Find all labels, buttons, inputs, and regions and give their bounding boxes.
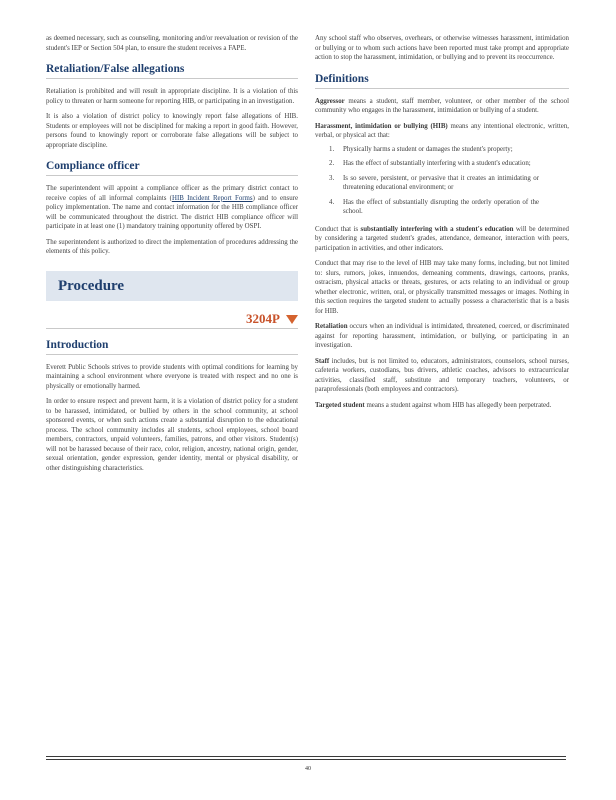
aggressor-term: Aggressor	[315, 97, 345, 105]
footer-rule-second	[46, 759, 566, 760]
right-column	[315, 34, 569, 416]
aggressor-text: means a student, staff member, volunteer, or other member of the school community who engages in the harassment, intimidation or bullying of a student.	[315, 97, 569, 114]
hib-incident-report-forms-link[interactable]: HIB Incident Report Forms	[171, 194, 253, 202]
introduction-paragraph-1: Everett Public Schools strives to provide students with optimal conditions for learning by maintaining a school environment where everyone is treated with respect and no one is physically or emotionally harmed.	[46, 363, 298, 390]
introduction-heading: Introduction	[46, 339, 298, 355]
policy-number: 3204P	[246, 310, 280, 326]
hib-term: Harassment, intimidation or bullying (HIB)	[315, 122, 448, 130]
retaliation-definition	[315, 322, 569, 351]
list-item	[329, 174, 569, 193]
targeted-student-definition	[315, 401, 569, 411]
compliance-paragraph-1	[46, 184, 298, 232]
list-number: 4.	[329, 198, 335, 206]
conduct-paragraph-2: Conduct that may rise to the level of HIB may take many forms, including, but not limited to: slurs, rumors, jokes, innuendos, demeaning comments, drawings, cartoons, pranks, ostracism, physical attacks or threats, gestures, or acts relating to an individual or group whether electronic, written, oral, or physically transmitted messages or images. Nothing in this section requires the targeted student to actually possess a characteristic that is a basis for HIB.	[315, 260, 569, 315]
list-text: Is so severe, persistent, or pervasive that it creates an intimidating or threatening educational environment; or	[343, 174, 539, 191]
staff-term: Staff	[315, 357, 330, 365]
conduct-paragraph-1	[315, 225, 569, 254]
retaliation-paragraph-1: Retaliation is prohibited and will result in appropriate discipline. It is a violation of this policy to threaten or harm someone for reporting HIB, or participating in an investigation.	[46, 88, 298, 105]
targeted-student-text: means a student against whom HIB has allegedly been perpetrated.	[364, 401, 552, 409]
procedure-title: Procedure	[58, 277, 125, 294]
staff-action-paragraph: Any school staff who observes, overhears, or otherwise witnesses harassment, intimidation or bullying or to whom such actions have been reported must take prompt and appropriate action to stop the harassment, intimidation, or bullying and to prevent its reoccurrence.	[315, 35, 569, 61]
list-item	[329, 159, 569, 169]
triangle-down-icon	[286, 315, 298, 324]
list-number: 2.	[329, 160, 335, 167]
compliance-heading: Compliance officer	[46, 160, 298, 176]
procedure-banner	[46, 271, 298, 301]
staff-text: includes, but is not limited to, educators, administrators, counselors, school nurses, cafeteria workers, custodians, bus drivers, athletic coaches, advisors to extracurricular activities, classified staff, substitute and temporary teachers, volunteers, or paraprofessionals (both employees and contractors).	[315, 357, 569, 393]
conduct-term: substantially interfering with a student's education	[360, 225, 514, 233]
footer-rule	[46, 756, 566, 760]
list-item	[329, 198, 569, 217]
policy-number-bar	[46, 311, 298, 329]
list-text: Has the effect of substantially disrupting the orderly operation of the school.	[343, 198, 539, 215]
hib-text: means any intentional electronic, written, verbal, or physical act that:	[315, 122, 569, 139]
page-number: 40	[305, 766, 311, 772]
compliance-text-b: ) and to ensure policy implementation. The name and contact information for the HIB compliance officer will be communicated throughout the district. The district HIB compliance officer will participate in at least one (1) mandatory training opportunity offered by OSPI.	[46, 194, 298, 230]
list-item	[329, 145, 569, 155]
introduction-paragraph-2: In order to ensure respect and prevent harm, it is a violation of district policy for a student to be harassed, intimidated, or bullied by others in the school community, at school sponsored events, or when such actions create a substantial disruption to the educational process. The school community includes all students, school employees, school board members, contractors, unpaid volunteers, families, patrons, and other visitors. Student(s) will not be harassed because of their race, color, religion, ancestry, national origin, gender, sexual orientation, gender expression, gender identity, mental or physical disability, or other distinguishing characteristics.	[46, 398, 298, 472]
left-column	[46, 34, 298, 479]
aggressor-definition	[315, 97, 569, 116]
conduct-text-a: Conduct that is	[315, 225, 361, 233]
compliance-paragraph-2: The superintendent is authorized to direct the implementation of procedures addressing the elements of this policy.	[46, 238, 298, 255]
conduct-text-b: will be determined by considering a targeted student's grades, attendance, demeanor, interaction with peers, participation in activities, and other indicators.	[315, 225, 569, 252]
retaliation-text: occurs when an individual is intimidated, threatened, coerced, or discriminated against for reporting harassment, intimidation, or bullying, or participating in an investigation.	[315, 323, 569, 349]
compliance-text-a: The superintendent will appoint a compliance officer as the primary district contact to receive copies of all informal complaints (	[46, 185, 298, 202]
retaliation-heading: Retaliation/False allegations	[46, 63, 298, 79]
list-number: 3.	[329, 174, 335, 182]
list-number: 1.	[329, 145, 335, 153]
list-text: Has the effect of substantially interfering with a student's education;	[343, 160, 531, 167]
retaliation-paragraph-2: It is also a violation of district policy to knowingly report false allegations of HIB. Students or employees will not be disciplined for making a report in good faith. However, persons found to knowingly report or corroborate false allegations will be subject to appropriate discipline.	[46, 113, 298, 149]
staff-definition	[315, 357, 569, 395]
retaliation-term: Retaliation	[315, 323, 348, 330]
continued-paragraph: as deemed necessary, such as counseling, monitoring and/or reevaluation or revision of the student's IEP or Section 504 plan, to ensure the student receives a FAPE.	[46, 35, 298, 52]
hib-criteria-list	[329, 145, 569, 217]
hib-definition	[315, 122, 569, 141]
definitions-heading: Definitions	[315, 73, 569, 89]
list-text: Physically harms a student or damages the student's property;	[343, 145, 513, 153]
targeted-student-term: Targeted student	[315, 401, 365, 409]
